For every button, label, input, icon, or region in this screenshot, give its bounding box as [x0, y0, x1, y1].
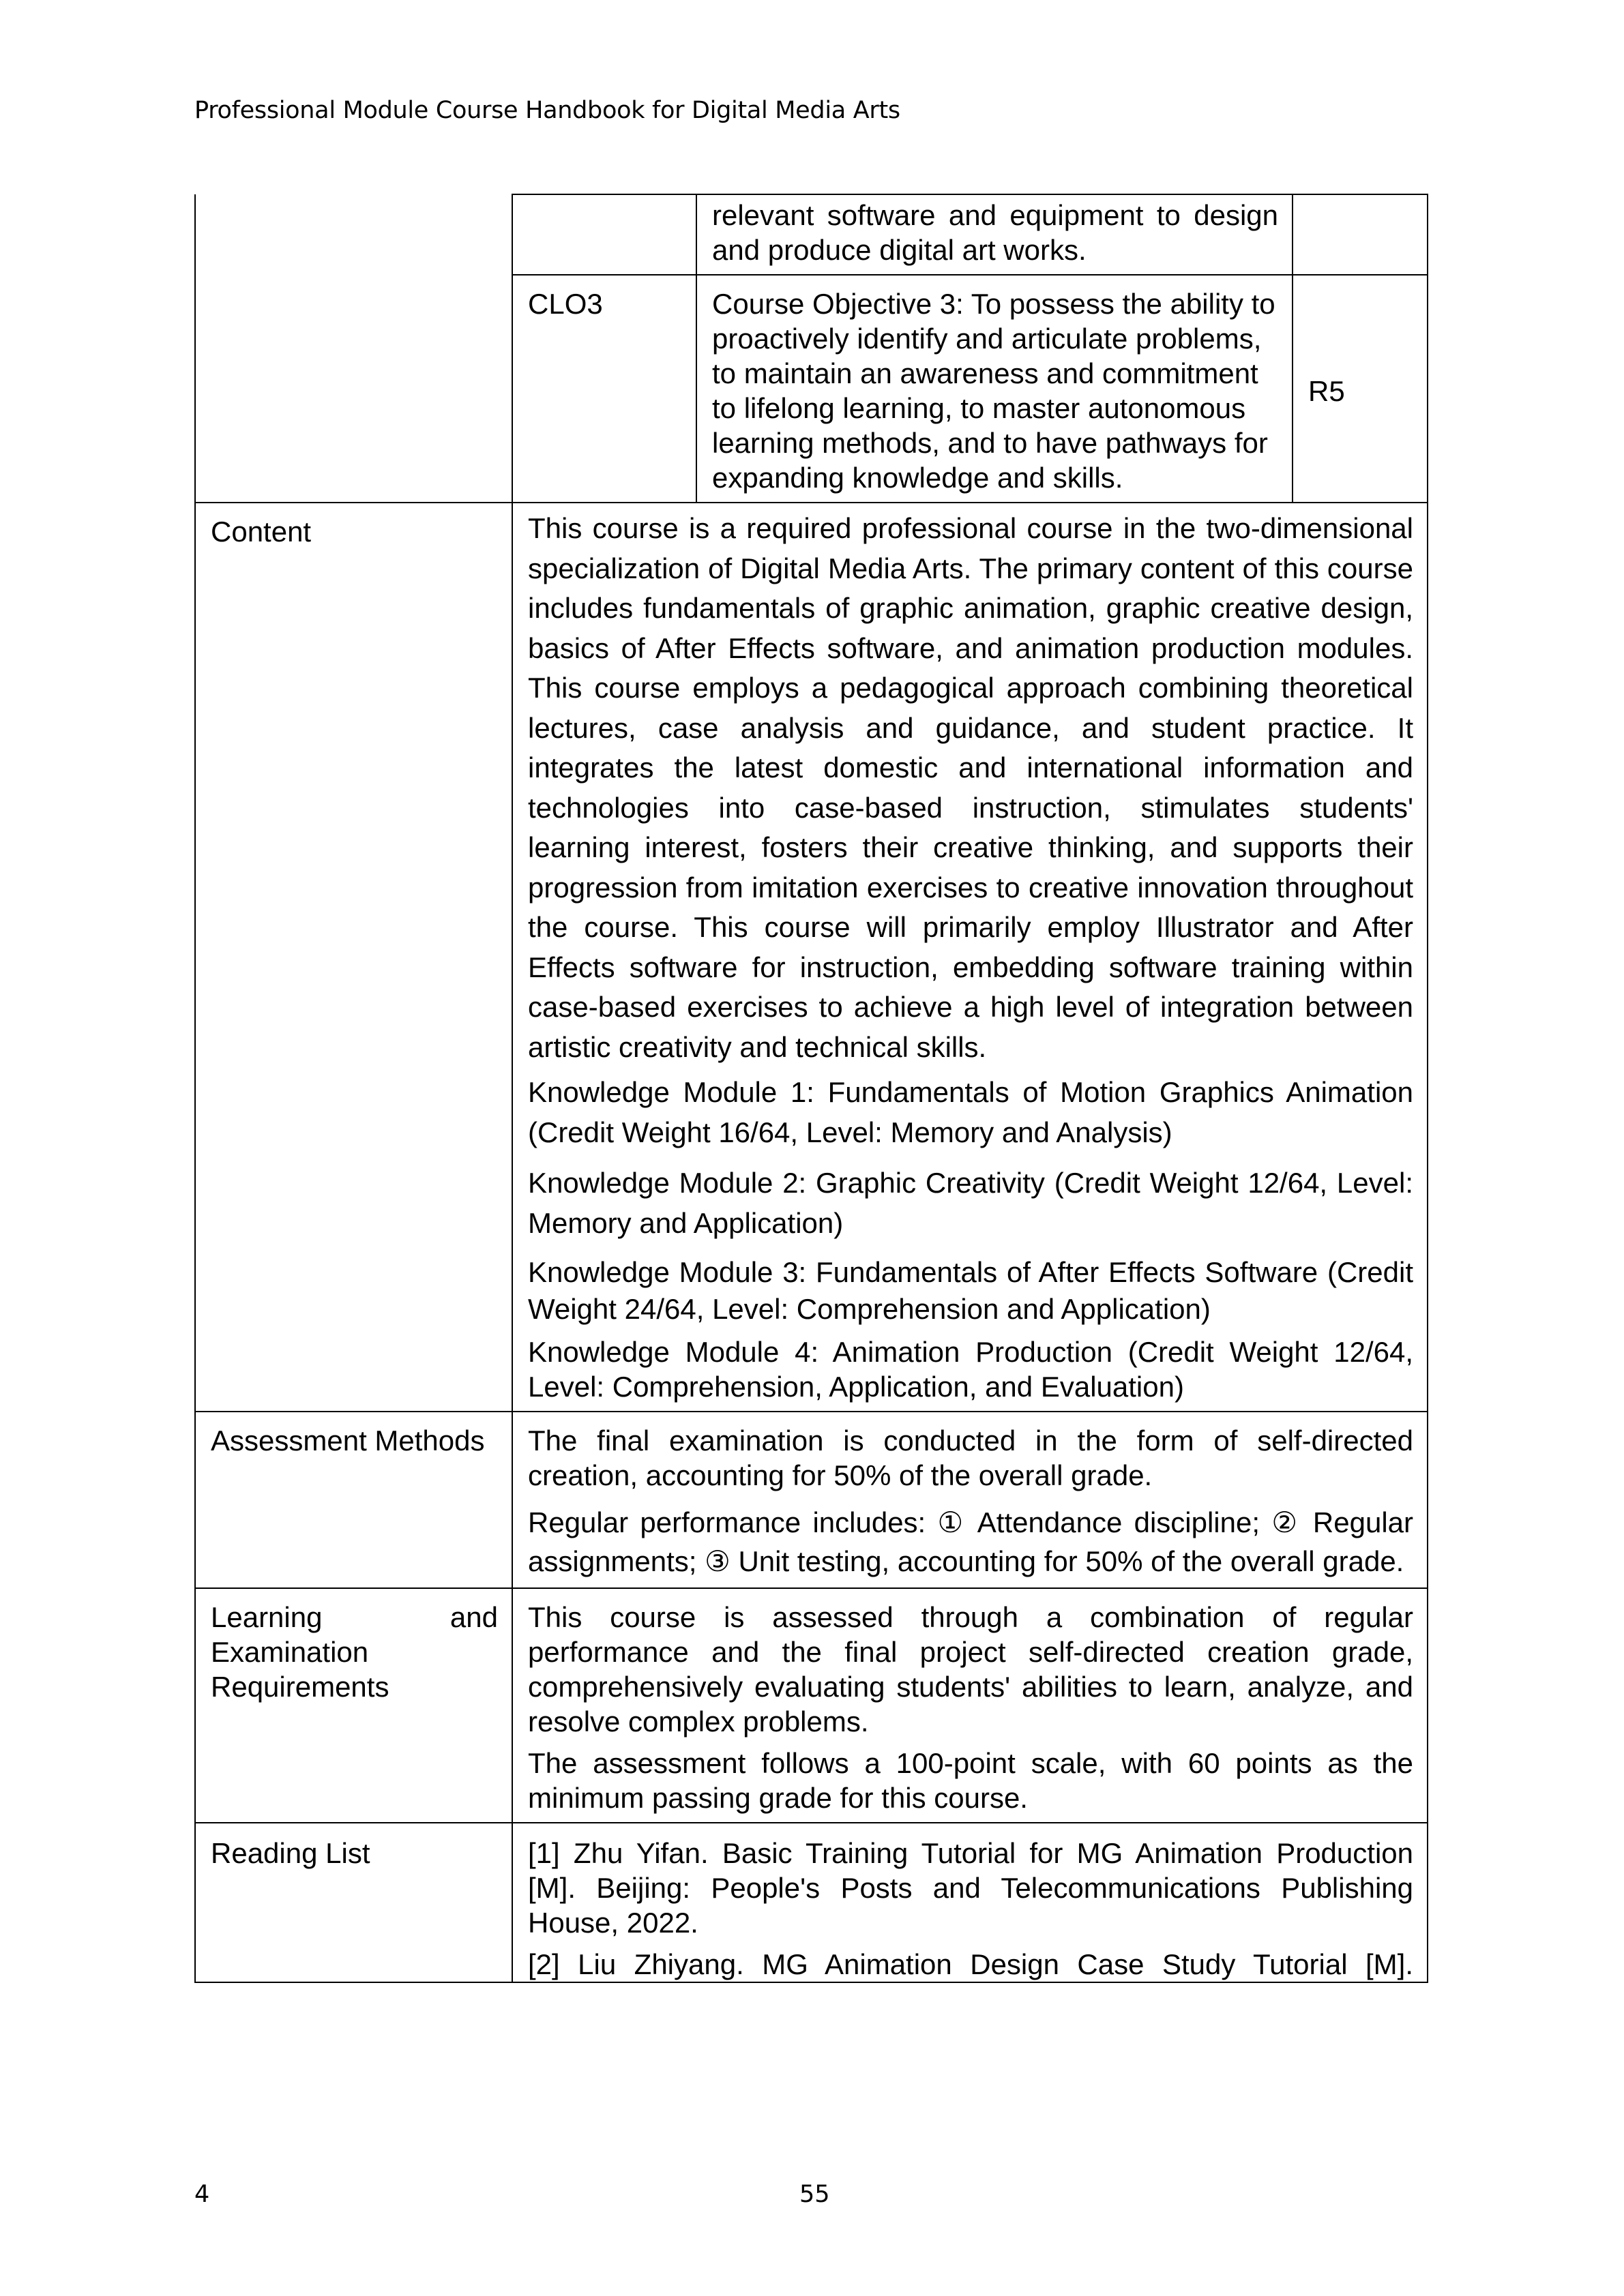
requirements-row — [195, 1588, 1428, 1823]
footer-page-number-left: 4 — [194, 2181, 210, 2208]
footer-page-number-center: 55 — [799, 2181, 830, 2208]
assessment-label: Assessment Methods — [195, 1412, 512, 1588]
clo-objective-text: relevant software and equipment to design and produce digital art works. — [712, 199, 1278, 266]
clo-code-cell — [512, 194, 696, 275]
requirements-grading-scale: The assessment follows a 100-point scale, with 60 points as the minimum passing grade for this course. — [528, 1747, 1413, 1814]
clo-code-cell: CLO3 — [512, 275, 696, 503]
assessment-row — [195, 1412, 1428, 1588]
assessment-cell — [512, 1412, 1428, 1588]
requirements-assessment-basis: This course is assessed through a combination of regular performance and the final project self-directed creation grade, comprehensively evaluating students' abilities to learn, analyze, and resolve complex problems. — [528, 1601, 1413, 1738]
content-label: Content — [195, 503, 512, 1412]
knowledge-module-2: Knowledge Module 2: Graphic Creativity (Credit Weight 12/64, Level: Memory and Application) — [528, 1167, 1413, 1239]
assessment-regular-performance: Regular performance includes: ① Attendance discipline; ② Regular assignments; ③ Unit testing, accounting for 50% of the overall grade. — [528, 1506, 1413, 1577]
running-header: Professional Module Course Handbook for Digital Media Arts — [194, 97, 900, 124]
requirements-label-word2: and — [449, 1601, 498, 1633]
clo-objective-cell — [696, 194, 1293, 275]
content-cell — [512, 503, 1428, 1412]
reading-item-2: [2] Liu Zhiyang. MG Animation Design Case Study Tutorial [M]. — [528, 1948, 1413, 1980]
clo-mapping-cell: R5 — [1293, 275, 1428, 503]
requirements-label-rest: Examination Requirements — [211, 1636, 389, 1703]
knowledge-module-3: Knowledge Module 3: Fundamentals of After Effects Software (Credit Weight 24/64, Level: Comprehension and Application) — [528, 1256, 1413, 1325]
reading-list-cell — [512, 1823, 1428, 1982]
requirements-label-cell — [195, 1588, 512, 1823]
clo-mapping-cell — [1293, 194, 1428, 275]
course-handbook-table — [194, 194, 1428, 1983]
content-row — [195, 503, 1428, 1412]
clo-row-continued — [195, 194, 1428, 275]
reading-list-label: Reading List — [195, 1823, 512, 1982]
knowledge-module-4: Knowledge Module 4: Animation Production (Credit Weight 12/64, Level: Comprehension, Application, and Evaluation) — [528, 1336, 1413, 1403]
reading-list-row — [195, 1823, 1428, 1982]
reading-item-1: [1] Zhu Yifan. Basic Training Tutorial for MG Animation Production [M]. Beijing: People's Posts and Telecommunications Publishing House, 2022. — [528, 1837, 1413, 1939]
content-intro: This course is a required professional course in the two-dimensional specialization of Digital Media Arts. The primary content of this course includes fundamentals of graphic animation, graphic creative design, basics of After Effects software, and animation production modules. This course employs a pedagogical approach combining theoretical lectures, case analysis and guidance, and student practice. It integrates the latest domestic and international information and technologies into case-based instruction, stimulates students' learning interest, fosters their creative thinking, and supports their progression from imitation exercises to creative innovation throughout the course. This course will primarily employ Illustrator and After Effects software for instruction, embedding software training within case-based exercises to achieve a high level of integration between artistic creativity and technical skills. — [528, 512, 1413, 1063]
assessment-final-exam: The final examination is conducted in the form of self-directed creation, accounting for 50% of the overall grade. — [528, 1425, 1413, 1491]
knowledge-module-1: Knowledge Module 1: Fundamentals of Motion Graphics Animation (Credit Weight 16/64, Level: Memory and Analysis) — [528, 1076, 1413, 1148]
requirements-label-word1: Learning — [211, 1601, 323, 1633]
clo-objective-text: Course Objective 3: To possess the ability to proactively identify and articulate problems, to maintain an awareness and commitment to lifelong learning, to master autonomous learning methods, and to have pathways for expanding knowledge and skills. — [712, 288, 1275, 494]
requirements-cell — [512, 1588, 1428, 1823]
requirements-label-line1 — [211, 1600, 498, 1635]
empty-label-cell — [195, 194, 512, 503]
clo-objective-cell — [696, 275, 1293, 503]
